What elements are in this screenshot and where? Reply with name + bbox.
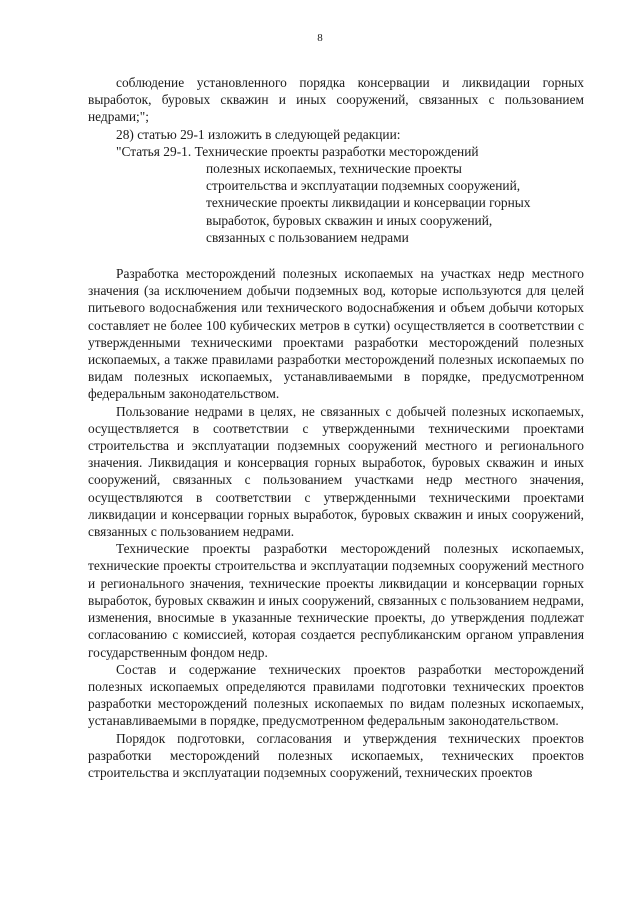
paragraph: Порядок подготовки, согласования и утверждения технических проектов разработки месторождений полезных ископаемых, технических проектов строительства и эксплуатации подземных сооружений, технических проектов	[88, 730, 584, 780]
article-title-line: строительства и эксплуатации подземных сооружений,	[206, 178, 521, 194]
paragraph: Разработка месторождений полезных ископаемых на участках недр местного значения (за исключением добычи подземных вод, которые используются для целей питьевого водоснабжения или технического водоснабжения и объем добычи которых составляет не более 100 кубических метров в сутки) осуществляется в соответствии с утвержденными техническими проектами разработки месторождений полезных ископаемых, а также правилами разработки месторождений полезных ископаемых по видам полезных ископаемых, устанавливаемыми в порядке, предусмотренном федеральным законодательством.	[88, 266, 584, 402]
paragraph: Состав и содержание технических проектов разработки месторождений полезных ископаемых определяются правилами подготовки технических проектов разработки месторождений полезных ископаемых по видам полезных ископаемых, устанавливаемыми в порядке, предусмотренном федеральным законодательством.	[88, 661, 584, 729]
article-title-line: технические проекты ликвидации и консервации горных	[206, 195, 531, 211]
article-title-line: полезных ископаемых, технические проекты	[206, 161, 462, 177]
paragraph: Технические проекты разработки месторождений полезных ископаемых, технические проекты строительства и эксплуатации подземных сооружений местного и регионального значения, технические проекты ликвидации и консервации горных выработок, буровых скважин и иных сооружений, связанных с пользованием недрами, изменения, вносимые в указанные технические проекты, до утверждения подлежат согласованию с комиссией, которая создается республиканским органом управления государственным фондом недр.	[88, 541, 584, 660]
article-title-line: Технические проекты разработки месторождений	[194, 143, 479, 159]
article-title-continuation	[88, 160, 584, 246]
page-number: 8	[317, 32, 323, 44]
intro-continuation: соблюдение установленного порядка консервации и ликвидации горных выработок, буровых скважин и иных сооружений, связанных с пользованием недрами;";	[88, 75, 584, 125]
list-item-28: 28) статью 29-1 изложить в следующей редакции:	[116, 126, 401, 142]
document-body	[88, 74, 584, 781]
article-heading	[88, 143, 584, 160]
article-number: "Статья 29-1.	[116, 143, 192, 159]
article-title-line: выработок, буровых скважин и иных сооружений,	[206, 212, 493, 228]
paragraph: Пользование недрами в целях, не связанных с добычей полезных ископаемых, осуществляется в соответствии с утвержденными техническими проектами строительства и эксплуатации подземных сооружений местного и регионального значения. Ликвидация и консервация горных выработок, буровых скважин и иных сооружений, связанных с пользованием участками недр местного значения, осуществляются в соответствии с утвержденными техническими проектами ликвидации и консервации горных выработок, буровых скважин и иных сооружений, связанных с пользованием недрами.	[88, 403, 584, 540]
article-title-line: связанных с пользованием недрами	[206, 229, 409, 245]
